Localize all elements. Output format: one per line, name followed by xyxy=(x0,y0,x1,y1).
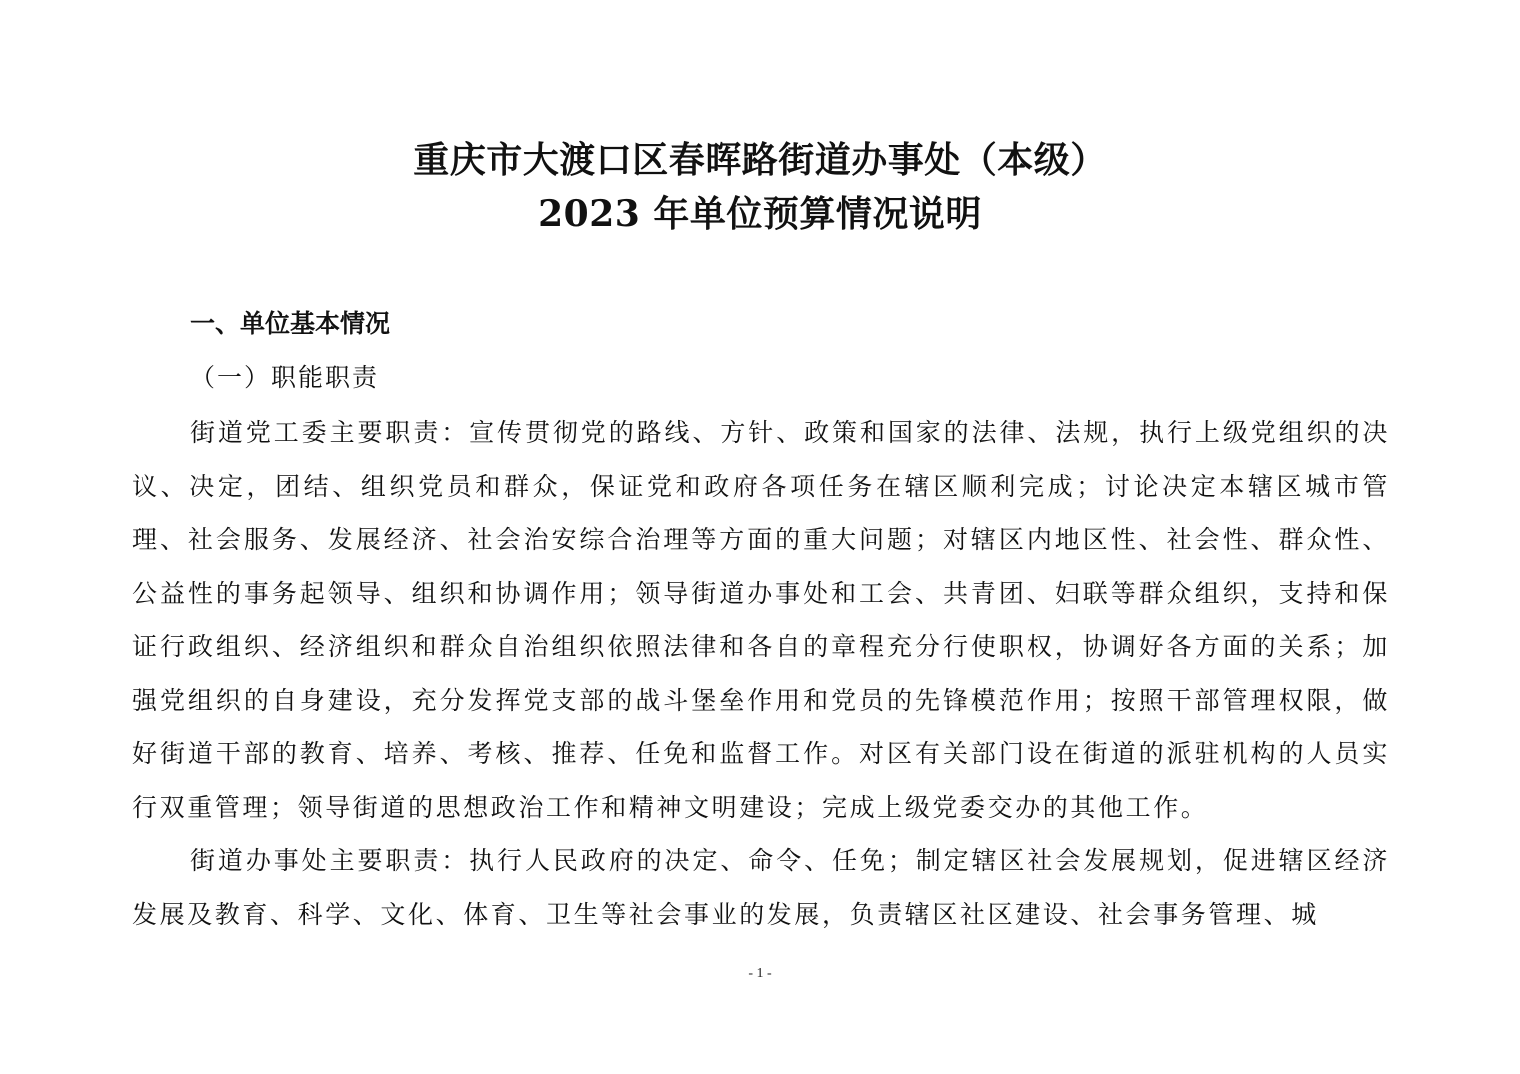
section-heading: 一、单位基本情况 xyxy=(190,309,391,338)
document-title-line-2: 2023 年单位预算情况说明 xyxy=(538,193,982,235)
paragraph-subdistrict-office-duties: 街道办事处主要职责：执行人民政府的决定、命令、任免；制定辖区社会发展规划，促进辖区经济发展及教育、科学、文化、体育、卫生等社会事业的发展，负责辖区社区建设、社会事务管理、城 xyxy=(132,846,1390,929)
paragraph-party-committee-duties: 街道党工委主要职责：宣传贯彻党的路线、方针、政策和国家的法律、法规，执行上级党组织的决议、决定，团结、组织党员和群众，保证党和政府各项任务在辖区顺利完成；讨论决定本辖区城市管理、社会服务、发展经济、社会治安综合治理等方面的重大问题；对辖区内地区性、社会性、群众性、公益性的事务起领导、组织和协调作用；领导街道办事处和工会、共青团、妇联等群众组织，支持和保证行政组织、经济组织和群众自治组织依照法律和各自的章程充分行使职权，协调好各方面的关系；加强党组织的自身建设，充分发挥党支部的战斗堡垒作用和党员的先锋模范作用；按照干部管理权限，做好街道干部的教育、培养、考核、推荐、任免和监督工作。对区有关部门设在街道的派驻机构的人员实行双重管理；领导街道的思想政治工作和精神文明建设；完成上级党委交办的其他工作。 xyxy=(132,418,1390,822)
page-number: - 1 - xyxy=(748,966,772,981)
document-title-line-1: 重庆市大渡口区春晖路街道办事处（本级） xyxy=(413,139,1107,181)
subsection-heading: （一）职能职责 xyxy=(190,363,380,392)
